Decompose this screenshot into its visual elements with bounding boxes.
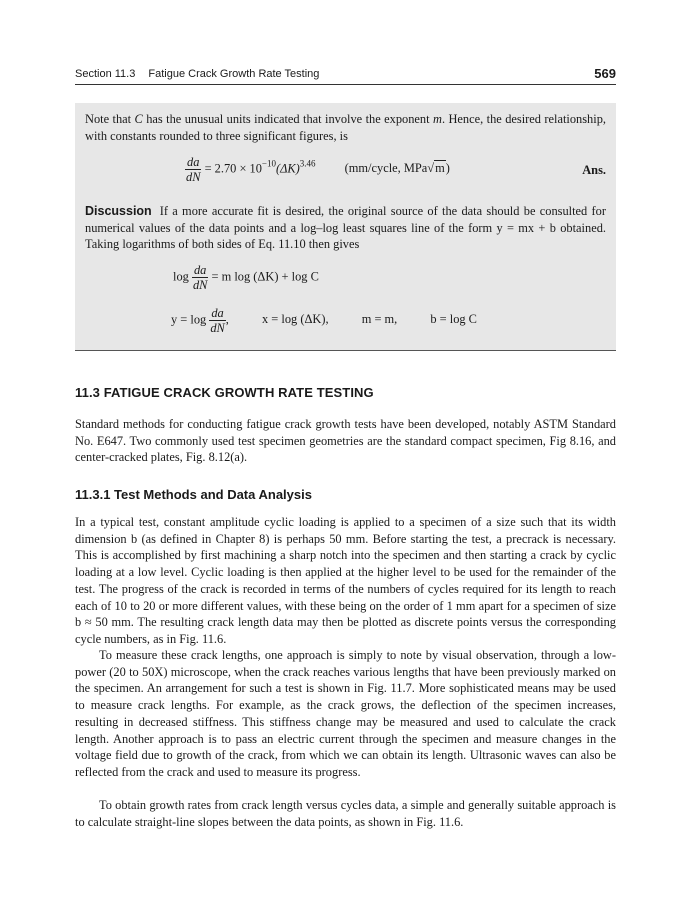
fraction-da-dn: [209, 306, 225, 335]
equation-delta-k: (ΔK): [276, 161, 300, 176]
equation-log-form: [173, 263, 319, 292]
header-divider: [75, 84, 616, 85]
fraction-numerator: da: [185, 155, 201, 170]
running-header: [75, 66, 616, 86]
fraction-denominator: dN: [186, 170, 201, 184]
units-root: m: [435, 161, 445, 176]
equation-units: (mm/cycle, MPa√m): [344, 161, 450, 176]
fraction-numerator: da: [209, 306, 225, 321]
x-definition: x = log (ΔK),: [262, 312, 329, 327]
note-var-m: m: [433, 112, 442, 126]
note-text-2: has the unusual units indicated that involve the exponent: [142, 112, 433, 126]
body-paragraph-1: In a typical test, constant amplitude cyclic loading is applied to a specimen of a size such that its width dimension b (as defined in Chapter 8) is perhaps 50 mm. Before starting the test, a precrack is necessary. This is accomplished by first machining a sharp notch into the specimen and then starting a crack by cyclic loading at a low level. Cyclic loading is then applied at the higher level to be used for the remainder of the test. The progress of the crack is recorded in terms of the numbers of cycles required for its length to reach each of 10 to 20 or more different values, with these being on the order of 1 mm apart for a specimen of size b ≈ 50 mm. The resulting crack length data may then be plotted as discrete points versus the corresponding cycle numbers, as in Fig. 11.6.: [75, 515, 616, 646]
fraction-numerator: da: [192, 263, 208, 278]
comma: ,: [225, 312, 229, 327]
body-paragraph-2: To measure these crack lengths, one approach is simply to note by visual observation, through a low-power (20 to 50X) microscope, when the crack reaches various lengths that have been previously marked on the specimen. An arrangement for such a test is shown in Fig. 11.7. More sophisticated means may be used to measure crack lengths. For example, as the crack grows, the deflection of the specimen increases, resulting in decreased stiffness. This stiffness change may be measured and used to calculate the crack length. Another approach is to pass an electric current through the specimen and measure changes in the voltage field due to growth of the crack, from which we can obtain its length. Ultrasonic waves can also be reflected from the crack and used to measure its progress.: [75, 648, 616, 779]
fraction-da-dn: [185, 155, 201, 184]
log-label: log: [173, 269, 189, 284]
note-paragraph: [85, 111, 606, 144]
note-text-3: . Hence, the desired relationship, with constants rounded to three significant figures, is: [85, 112, 606, 143]
equation-variable-mapping: [171, 306, 477, 335]
units-close: ): [445, 161, 450, 176]
fraction-denominator: dN: [210, 321, 225, 335]
note-var-c: C: [134, 112, 143, 126]
fraction-denominator: dN: [192, 278, 208, 292]
subsection-heading: 11.3.1 Test Methods and Data Analysis: [75, 487, 312, 502]
b-definition: b = log C: [430, 312, 477, 327]
discussion-paragraph: [85, 203, 606, 253]
equation-exponent-2: 3.46: [299, 158, 316, 169]
m-definition: m = m,: [361, 312, 398, 327]
y-definition: y = log: [171, 312, 207, 327]
header-section: [75, 68, 319, 80]
header-section-number: Section 11.3: [75, 68, 136, 80]
page-number: 569: [594, 66, 616, 81]
intro-paragraph: Standard methods for conducting fatigue crack growth tests have been developed, notably ASTM Standard No. E647. Two commonly used test specimen geometries are the standard compact specimen, Fig 8.16, and center-cracked plates, Fig. 8.12(a).: [75, 417, 616, 465]
equation-exponent-1: −10: [261, 158, 276, 169]
equation-crack-growth-fit: [185, 155, 450, 184]
example-solution-box: [75, 103, 616, 351]
fraction-da-dn: [192, 263, 208, 292]
equation-rhs: = m log (ΔK) + log C: [211, 269, 319, 284]
discussion-text: If a more accurate fit is desired, the original source of the data should be consulted for numerical values of the data points and a log–log least squares line of the form y = mx + b obtained. Taking logarithms of both sides of Eq. 11.10 then gives: [85, 204, 606, 251]
answer-label: Ans.: [582, 163, 606, 177]
note-text-1: Note that: [85, 112, 135, 126]
discussion-label: Discussion: [85, 204, 152, 218]
body-paragraph-3: To obtain growth rates from crack length versus cycles data, a simple and generally suitable approach is to calculate straight-line slopes between the data points, as shown in Fig. 11.6.: [75, 798, 616, 829]
equation-rhs: = 2.70 × 10: [204, 161, 262, 176]
header-section-title: Fatigue Crack Growth Rate Testing: [148, 68, 320, 80]
units-text: (mm/cycle, MPa: [344, 161, 428, 176]
section-heading: 11.3 FATIGUE CRACK GROWTH RATE TESTING: [75, 385, 374, 400]
